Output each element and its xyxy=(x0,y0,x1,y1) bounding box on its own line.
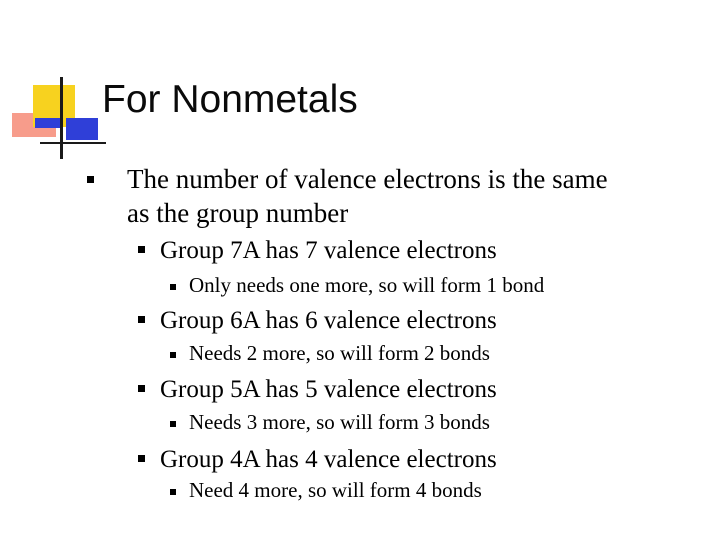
bullet-icon xyxy=(170,352,176,358)
group-label: Group 7A has 7 valence electrons xyxy=(160,237,497,264)
group-label: Group 4A has 4 valence electrons xyxy=(160,446,497,473)
group-label: Group 6A has 6 valence electrons xyxy=(160,307,497,334)
bullet-icon xyxy=(170,489,176,495)
bullet-icon xyxy=(138,455,145,462)
main-point-line-2: as the group number xyxy=(127,198,349,228)
horizontal-line-shape xyxy=(40,142,106,144)
bullet-icon xyxy=(170,284,176,290)
group-detail: Need 4 more, so will form 4 bonds xyxy=(189,478,482,502)
bullet-icon xyxy=(138,316,145,323)
group-label: Group 5A has 5 valence electrons xyxy=(160,376,497,403)
group-detail: Only needs one more, so will form 1 bond xyxy=(189,273,545,297)
blue-square-shape xyxy=(66,118,98,140)
slide-decoration-logo xyxy=(0,0,110,170)
group-detail: Needs 2 more, so will form 2 bonds xyxy=(189,341,490,365)
bullet-icon xyxy=(138,385,145,392)
bullet-icon xyxy=(138,246,145,253)
blue-bar-shape xyxy=(35,118,63,128)
slide-title: For Nonmetals xyxy=(102,78,358,121)
main-point-line-1: The number of valence electrons is the same xyxy=(127,164,608,194)
bullet-icon xyxy=(170,421,176,427)
bullet-icon xyxy=(87,176,94,183)
vertical-line-shape xyxy=(60,77,63,159)
group-detail: Needs 3 more, so will form 3 bonds xyxy=(189,410,490,434)
